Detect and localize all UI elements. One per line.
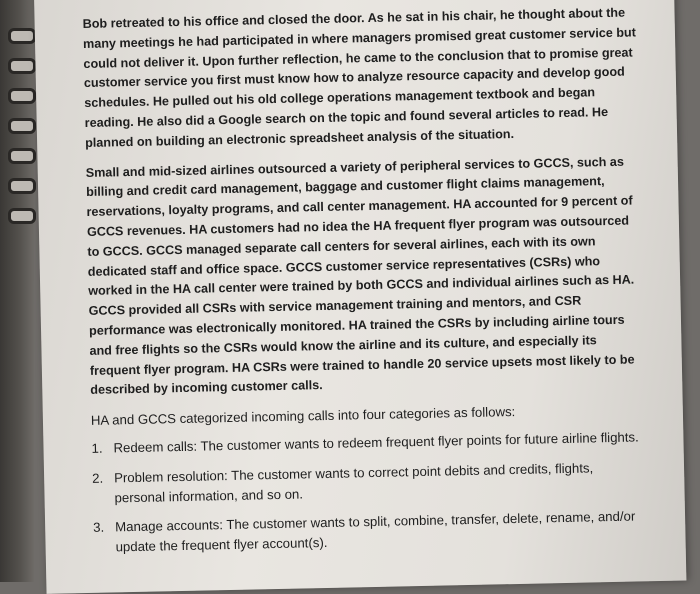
list-item xyxy=(93,507,649,558)
list-item xyxy=(92,457,648,508)
list-item-text: Manage accounts: The customer wants to split, combine, transfer, delete, rename, and/or update the frequent flyer account(s). xyxy=(115,508,636,555)
binder-ring xyxy=(8,88,36,104)
binder-ring xyxy=(8,208,36,224)
binder-ring xyxy=(8,58,36,74)
binder-ring xyxy=(8,118,36,134)
paragraph-gccs-services: Small and mid-sized airlines outsourced a variety of peripheral services to GCCS, such as billing and credit card management, baggage and customer flight claims management, reservations, loyalty programs, and call center management. HA accounted for 9 percent of GCCS revenues. HA customers had no idea the HA frequent flyer program was outsourced to GCCS. GCCS managed separate call centers for several airlines, each with its own dedicated staff and office space. GCCS customer service representatives (CSRs) who worked in the HA call center were trained by both GCCS and individual airlines such as HA. GCCS provided all CSRs with service management training and mentors, and CSR performance was electronically monitored. HA trained the CSRs by including airline tours and free flights so the CSRs would know the airline and its culture, and especially its frequent flyer program. HA CSRs were trained to handle 20 service upsets most likely to be described by incoming customer calls. xyxy=(85,154,635,398)
binder-ring xyxy=(8,28,36,44)
binder-ring xyxy=(8,178,36,194)
categories-intro: HA and GCCS categorized incoming calls into four categories as follows: xyxy=(90,404,516,429)
document-page xyxy=(34,0,686,594)
call-category-list xyxy=(91,427,648,558)
binder-edge xyxy=(0,0,34,582)
list-item xyxy=(91,427,646,458)
document-body xyxy=(82,3,648,567)
list-item-number: 1. xyxy=(91,440,103,456)
list-item-number: 2. xyxy=(91,470,104,486)
list-item-text: Redeem calls: The customer wants to redeem frequent flyer points for future airline flights. xyxy=(113,429,639,456)
list-item-number: 3. xyxy=(93,519,105,536)
paragraph-bob-office: Bob retreated to his office and closed the door. As he sat in his chair, he thought about the many meetings he had participated in where managers promised great customer service but could not deliver it. Upon further reflection, he came to the conclusion that to promise great customer service you first must know how to analyze resource capacity and develop good schedules. He pulled out his old college operations management textbook and began reading. He also did a Google search on the topic and found several articles to read. He planned on building an electronic spreadsheet analysis of the situation. xyxy=(82,5,636,150)
binder-ring xyxy=(8,148,36,164)
list-item-text: Problem resolution: The customer wants to correct point debits and credits, flights, personal information, and so on. xyxy=(113,460,594,505)
